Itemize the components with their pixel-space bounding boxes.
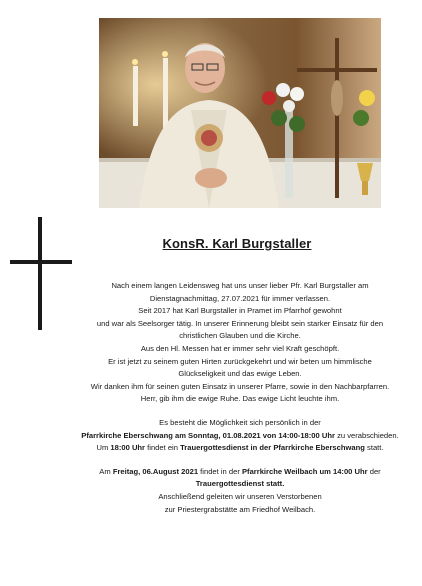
funeral-text: Am bbox=[99, 466, 113, 476]
page-title: KonsR. Karl Burgstaller bbox=[162, 236, 312, 251]
funeral-date: Freitag, 06.August 2021 bbox=[112, 466, 199, 476]
farewell-location-time: Pfarrkirche Eberschwang am Sonntag, 01.08.2021 von 14:00-18:00 Uhr bbox=[81, 430, 335, 440]
obituary-line: Nach einem langen Leidensweg hat uns unser lieber Pfr. Karl Burgstaller am bbox=[111, 281, 369, 290]
obituary-line: Wir danken ihm für seinen guten Einsatz in unserer Pfarre, sowie in den Nachbarpfarren. bbox=[90, 381, 390, 391]
priest-photo bbox=[99, 18, 381, 208]
obituary-line: und war als Seelsorger tätig. In unserer Erinnerung bleibt sein starker Einsatz für den bbox=[96, 318, 384, 328]
priest-at-altar-photo bbox=[99, 18, 381, 208]
service-time: 18:00 Uhr bbox=[110, 443, 146, 453]
farewell-text: Um bbox=[96, 443, 111, 453]
funeral-text: der bbox=[367, 466, 381, 476]
obituary-line: christlichen Glauben und die Kirche. bbox=[179, 331, 301, 341]
service-location: Trauergottesdienst in der Pfarrkirche Eberschwang bbox=[180, 443, 365, 453]
farewell-line: Es besteht die Möglichkeit sich persönlich in der bbox=[159, 417, 321, 427]
obituary-line: Glückseligkeit und das ewige Leben. bbox=[178, 369, 302, 379]
farewell-line bbox=[70, 430, 410, 443]
obituary-line: Dienstagnachmittag, 27.07.2021 für immer verlassen. bbox=[149, 293, 331, 303]
funeral-line bbox=[70, 478, 410, 491]
farewell-service-line bbox=[70, 442, 410, 455]
obituary-line: Er ist jetzt zu seinem guten Hirten zurückgekehrt und wir beten um himmlische bbox=[108, 356, 372, 366]
obituary-line: Seit 2017 hat Karl Burgstaller in Pramet im Pfarrhof gewohnt bbox=[138, 306, 342, 316]
obituary-text bbox=[70, 280, 410, 516]
funeral-text: findet in der bbox=[198, 466, 242, 476]
obituary-line: Herr, gib ihm die ewige Ruhe. Das ewige Licht leuchte ihm. bbox=[140, 394, 340, 404]
funeral-service: Trauergottesdienst statt. bbox=[195, 479, 285, 489]
funeral-line: zur Priestergrabstätte am Friedhof Weilbach. bbox=[164, 504, 316, 514]
funeral-location: Pfarrkirche Weilbach um 14:00 Uhr bbox=[241, 466, 368, 476]
funeral-line bbox=[70, 466, 410, 479]
farewell-text: zu verabschieden. bbox=[334, 430, 399, 440]
cross-icon bbox=[10, 217, 72, 330]
funeral-line: Anschließend geleiten wir unseren Verstorbenen bbox=[158, 491, 322, 501]
obituary-line: Aus den Hl. Messen hat er immer sehr viel Kraft geschöpft. bbox=[140, 343, 340, 353]
farewell-text: statt. bbox=[364, 443, 384, 453]
farewell-text: findet ein bbox=[145, 443, 181, 453]
